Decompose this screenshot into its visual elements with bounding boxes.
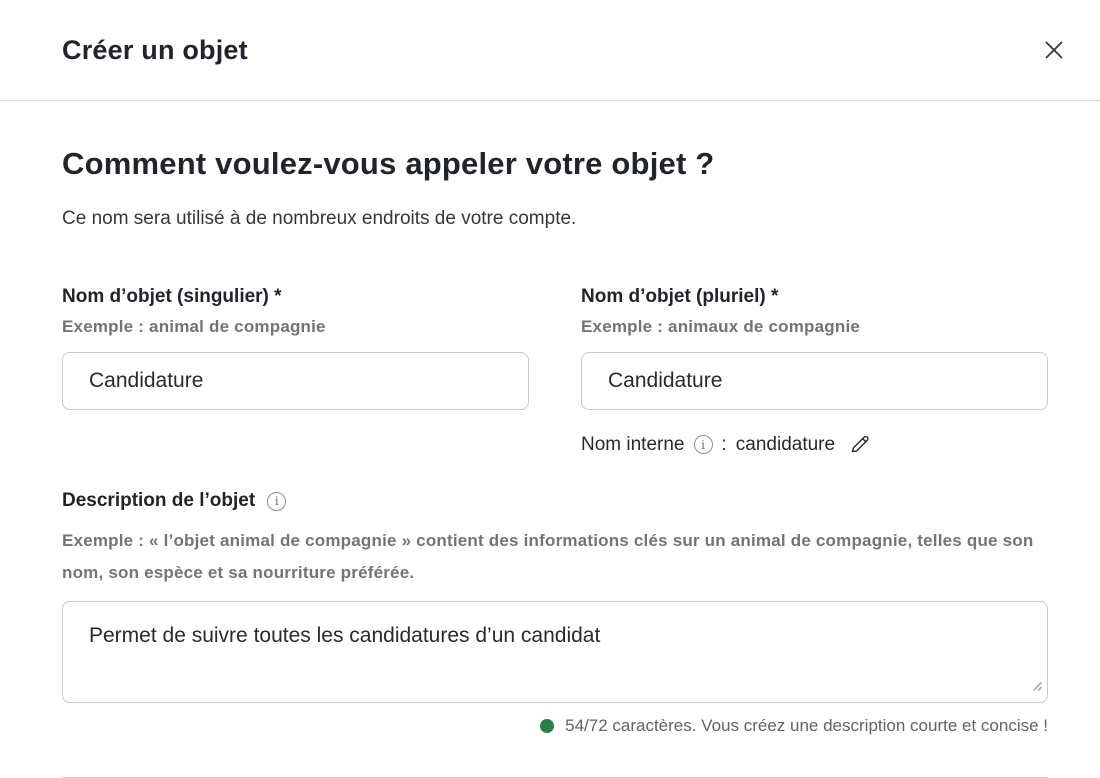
object-name-fields	[62, 286, 1048, 456]
description-label-row	[62, 490, 1048, 512]
page-subtitle: Ce nom sera utilisé à de nombreux endroits de votre compte.	[62, 208, 577, 229]
singular-name-example: Exemple : animal de compagnie	[62, 317, 326, 336]
internal-name-separator: :	[721, 433, 727, 455]
modal-title: Créer un objet	[62, 34, 248, 65]
plural-name-label: Nom d’objet (pluriel) *	[581, 286, 779, 307]
description-textarea[interactable]	[62, 601, 1048, 703]
field-plural-name	[581, 286, 1048, 456]
info-icon[interactable]	[267, 492, 286, 511]
description-label: Description de l’objet	[62, 490, 256, 511]
info-glyph: i	[274, 494, 279, 508]
close-icon	[1040, 36, 1068, 64]
plural-name-input[interactable]	[581, 352, 1048, 410]
modal-header	[0, 0, 1100, 101]
singular-name-input[interactable]	[62, 352, 529, 410]
plural-name-example: Exemple : animaux de compagnie	[581, 317, 861, 336]
info-glyph: i	[701, 437, 705, 452]
internal-name-row	[581, 433, 1048, 456]
description-textarea-wrap	[62, 601, 1048, 703]
info-icon[interactable]	[694, 435, 713, 454]
internal-name-label: Nom interne	[581, 433, 685, 455]
pencil-icon	[848, 433, 871, 456]
page-title: Comment voulez-vous appeler votre objet ?	[62, 146, 715, 181]
edit-internal-name-button[interactable]	[844, 433, 871, 456]
field-singular-name	[62, 286, 529, 456]
character-counter-row	[62, 716, 1048, 736]
internal-name-value: candidature	[735, 433, 836, 455]
description-section	[62, 490, 1048, 736]
modal-body	[0, 101, 1100, 778]
status-dot	[540, 719, 554, 733]
close-button[interactable]	[1032, 28, 1076, 72]
singular-name-label: Nom d’objet (singulier) *	[62, 286, 282, 307]
character-counter-text: 54/72 caractères. Vous créez une description courte et concise !	[565, 716, 1048, 735]
description-example: Exemple : « l’objet animal de compagnie » contient des informations clés sur un animal de compagnie, telles que son nom, son espèce et sa nourriture préférée.	[62, 531, 1034, 582]
